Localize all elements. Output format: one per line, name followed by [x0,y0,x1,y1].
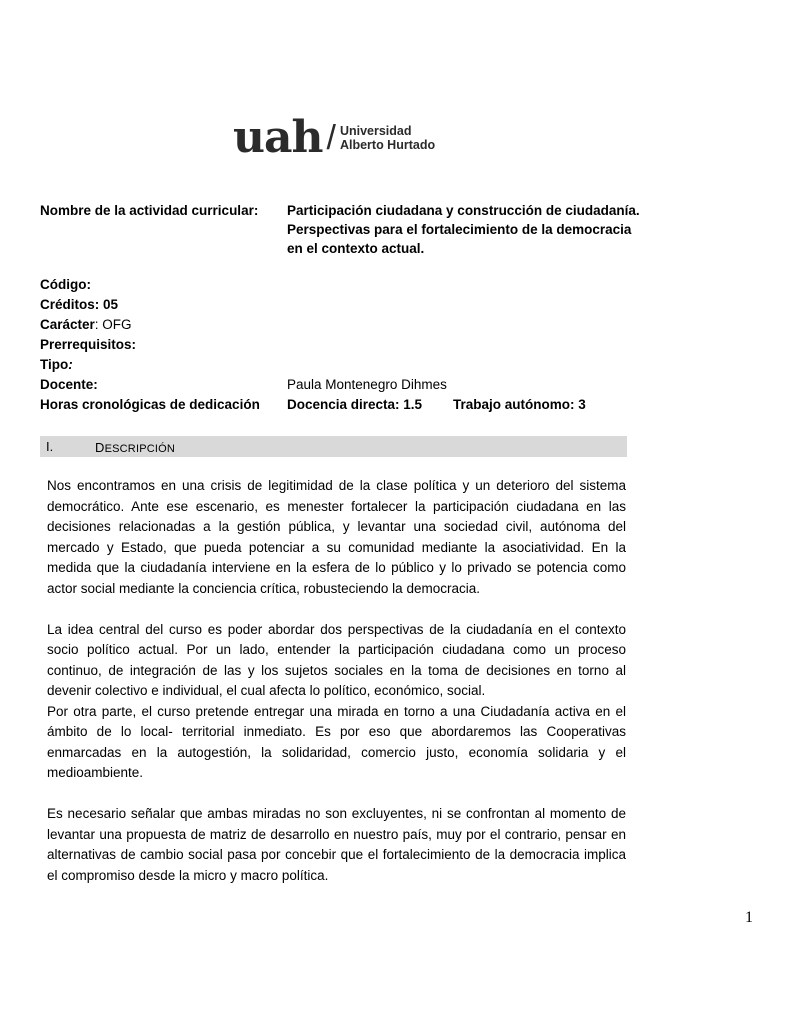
caracter-label: Carácter [40,317,95,332]
description-body [47,476,626,886]
docente-value: Paula Montenegro Dihmes [287,377,447,392]
university-logo [233,112,436,163]
section-number: I. [46,439,54,454]
paragraph-3: Por otra parte, el curso pretende entregar una mirada en torno a una Ciudadanía activa en el ámbito de lo local- territorial inmediato. Es por eso que abordaremos las Cooperativas enmarcadas en la autogestión, la solidaridad, comercio justo, economía solidaria y el medioambiente. [47,703,626,780]
logo-line-2: Alberto Hurtado [339,138,436,152]
section-title [95,440,175,455]
codigo-label: Código: [40,277,91,292]
docencia-directa: Docencia directa: 1.5 [287,397,423,412]
logo-line-1: Universidad [339,124,412,138]
section-title-initial: D [95,440,105,455]
paragraph-2: La idea central del curso es poder abordar dos perspectivas de la ciudadanía en el contexto socio político actual. Por un lado, entender la participación ciudadana como un proceso continuo, de integración de las y los sujetos sociales en la toma de decisiones en torno al devenir colectivo e individual, el cual afecta lo político, económico, social. [47,621,626,698]
paragraph-1: Nos encontramos en una crisis de legitimidad de la clase política y un deterioro del sistema democrático. Ante ese escenario, es menester fortalecer la participación ciudadana en las decisiones relacionadas a la gestión pública, y levantar una sociedad civil, autónoma del mercado y Estado, que pueda potenciar a su comunidad mediante la asociatividad. En la medida que la ciudadanía interviene en la esfera de lo público y lo privado se potencia como actor social mediante la conciencia crítica, robusteciendo la democracia. [47,478,626,596]
logo-text [340,124,435,152]
section-heading-descripcion [40,436,627,457]
caracter-value: : OFG [94,317,132,332]
activity-title-line-2: Perspectivas para el fortalecimiento de la democracia [287,222,632,237]
trabajo-autonomo: Trabajo autónomo: 3 [453,397,586,412]
tipo-row [40,357,73,372]
caracter-row [40,317,132,332]
prerrequisitos-label: Prerrequisitos: [40,337,137,352]
horas-label: Horas cronológicas de dedicación [40,397,260,412]
logo-slash: / [326,119,336,157]
activity-title-line-1: Participación ciudadana y construcción de ciudadanía. [287,203,640,218]
creditos-label: Créditos: 05 [40,297,119,312]
section-title-rest: ESCRIPCIÓN [104,443,176,455]
page-number: 1 [745,909,753,926]
tipo-colon: : [68,357,73,372]
activity-label: Nombre de la actividad curricular: [40,203,259,218]
activity-title-line-3: en el contexto actual. [287,241,425,256]
tipo-label: Tipo [40,357,69,372]
logo-mark: uah [233,112,323,163]
paragraph-4: Es necesario señalar que ambas miradas no son excluyentes, ni se confrontan al momento de levantar una propuesta de matriz de desarrollo en nuestro país, muy por el contrario, pensar en alternativas de cambio social pasa por concebir que el fortalecimiento de la democracia implica el compromiso desde la micro y macro política. [47,806,626,883]
docente-label: Docente: [40,377,98,392]
